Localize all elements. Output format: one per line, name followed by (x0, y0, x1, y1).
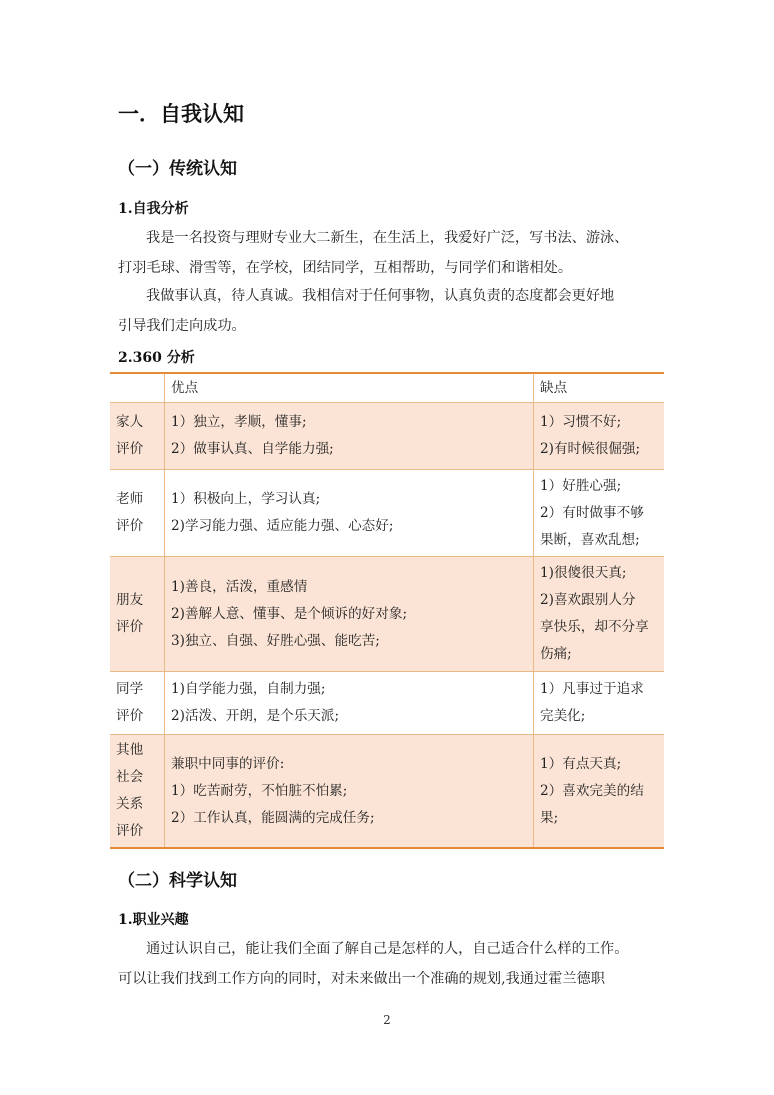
paragraph-self-analysis-2 (118, 281, 658, 341)
cell-text: 2)学习能力强、适应能力强、心态好; (171, 518, 394, 534)
paragraph-self-analysis-1 (118, 223, 658, 283)
cell-text: 评价 (116, 441, 144, 457)
cell-text: 家人 (116, 414, 144, 430)
table-row-classmates (110, 672, 664, 735)
subsection-title-traditional: （一）传统认知 (118, 159, 237, 179)
cell-text: 朋友 (116, 592, 144, 608)
cell-text: 1)善良，活泼，重感情 (171, 578, 308, 595)
cell-cons (534, 403, 665, 470)
cell-who (110, 403, 165, 470)
cell-text: 其他 (116, 742, 144, 758)
table-row-friends (110, 557, 664, 672)
page-number: 2 (383, 1013, 391, 1027)
text-line: 通过认识自己，能让我们全面了解自己是怎样的人，自己适合什么样的工作。 (146, 941, 629, 957)
cell-text: 2）喜欢完美的结 (540, 782, 644, 799)
cell-text: 社会 (116, 769, 144, 785)
cell-text: 享快乐，却不分享 (540, 619, 649, 635)
cell-text: 2）做事认真、自学能力强; (171, 441, 334, 457)
cell-text: 2)喜欢跟别人分 (540, 592, 636, 608)
subsection-title-scientific: （二）科学认知 (118, 871, 237, 891)
cell-text: 1）好胜心强; (540, 477, 622, 494)
cell-text: 老师 (116, 491, 144, 507)
cell-cons (534, 557, 665, 672)
cell-text: 关系 (116, 796, 144, 812)
cell-text: 1)很傻很天真; (540, 565, 627, 581)
table-header-row (110, 373, 664, 403)
cell-text: 2)善解人意、懂事、是个倾诉的好对象; (171, 605, 408, 622)
text-line: 可以让我们找到工作方向的同时，对未来做出一个准确的规划,我通过霍兰德职 (118, 971, 605, 987)
evaluation-table (110, 372, 664, 849)
cell-text: 评价 (116, 823, 144, 839)
heading-self-analysis: 1.自我分析 (118, 201, 189, 217)
cell-text: 3)独立、自强、好胜心强、能吃苦; (171, 632, 380, 649)
cell-cons (534, 735, 665, 849)
cell-pros (165, 470, 534, 557)
cell-text: 伤痛; (540, 646, 572, 662)
cell-pros (165, 403, 534, 470)
heading-360-analysis: 2.360 分析 (118, 350, 195, 366)
cell-text: 1）有点天真; (540, 755, 622, 772)
cell-pros (165, 672, 534, 735)
cell-text: 完美化; (540, 708, 586, 724)
cell-pros (165, 735, 534, 849)
table-row-family (110, 403, 664, 470)
cell-text: 果断，喜欢乱想; (540, 531, 640, 548)
cell-who (110, 672, 165, 735)
cell-who (110, 470, 165, 557)
cell-text: 1）凡事过于追求 (540, 681, 644, 697)
cell-text: 1）习惯不好; (540, 414, 622, 430)
text-line: 我是一名投资与理财专业大二新生，在生活上，我爱好广泛，写书法、游泳、 (146, 230, 629, 246)
cell-text: 2)活泼、开朗，是个乐天派; (171, 708, 340, 724)
cell-text: 1）积极向上，学习认真; (171, 491, 321, 507)
cell-text: 评价 (116, 518, 144, 534)
table-row-teacher (110, 470, 664, 557)
cell-text: 评价 (116, 708, 144, 724)
header-cell-pros: 优点 (165, 373, 534, 403)
cell-cons (534, 470, 665, 557)
cell-text: 同学 (116, 681, 144, 697)
cell-text: 2）工作认真，能圆满的完成任务; (171, 809, 375, 826)
cell-text: 1)自学能力强，自制力强; (171, 681, 326, 697)
cell-who (110, 557, 165, 672)
table-row-others (110, 735, 664, 849)
cell-text: 果; (540, 809, 559, 826)
cell-text: 评价 (116, 619, 144, 635)
cell-cons (534, 672, 665, 735)
cell-text: 2)有时候很倔强; (540, 441, 641, 457)
paragraph-career-interest (118, 934, 658, 994)
text-line: 打羽毛球、滑雪等，在学校，团结同学，互相帮助，与同学们和谐相处。 (118, 260, 573, 276)
header-cell-empty (110, 373, 165, 403)
cell-text: 1）独立，孝顺，懂事; (171, 414, 307, 430)
cell-text: 1）吃苦耐劳，不怕脏不怕累; (171, 782, 348, 799)
cell-text: 2）有时做事不够 (540, 504, 644, 521)
text-line: 我做事认真，待人真诚。我相信对于任何事物，认真负责的态度都会更好地 (146, 288, 615, 304)
heading-career-interest: 1.职业兴趣 (118, 912, 189, 928)
header-cell-cons: 缺点 (534, 373, 665, 403)
cell-pros (165, 557, 534, 672)
section-title-self-cognition: 一．自我认知 (118, 102, 244, 126)
cell-who (110, 735, 165, 849)
cell-text: 兼职中同事的评价: (171, 755, 285, 772)
text-line: 引导我们走向成功。 (118, 318, 246, 334)
